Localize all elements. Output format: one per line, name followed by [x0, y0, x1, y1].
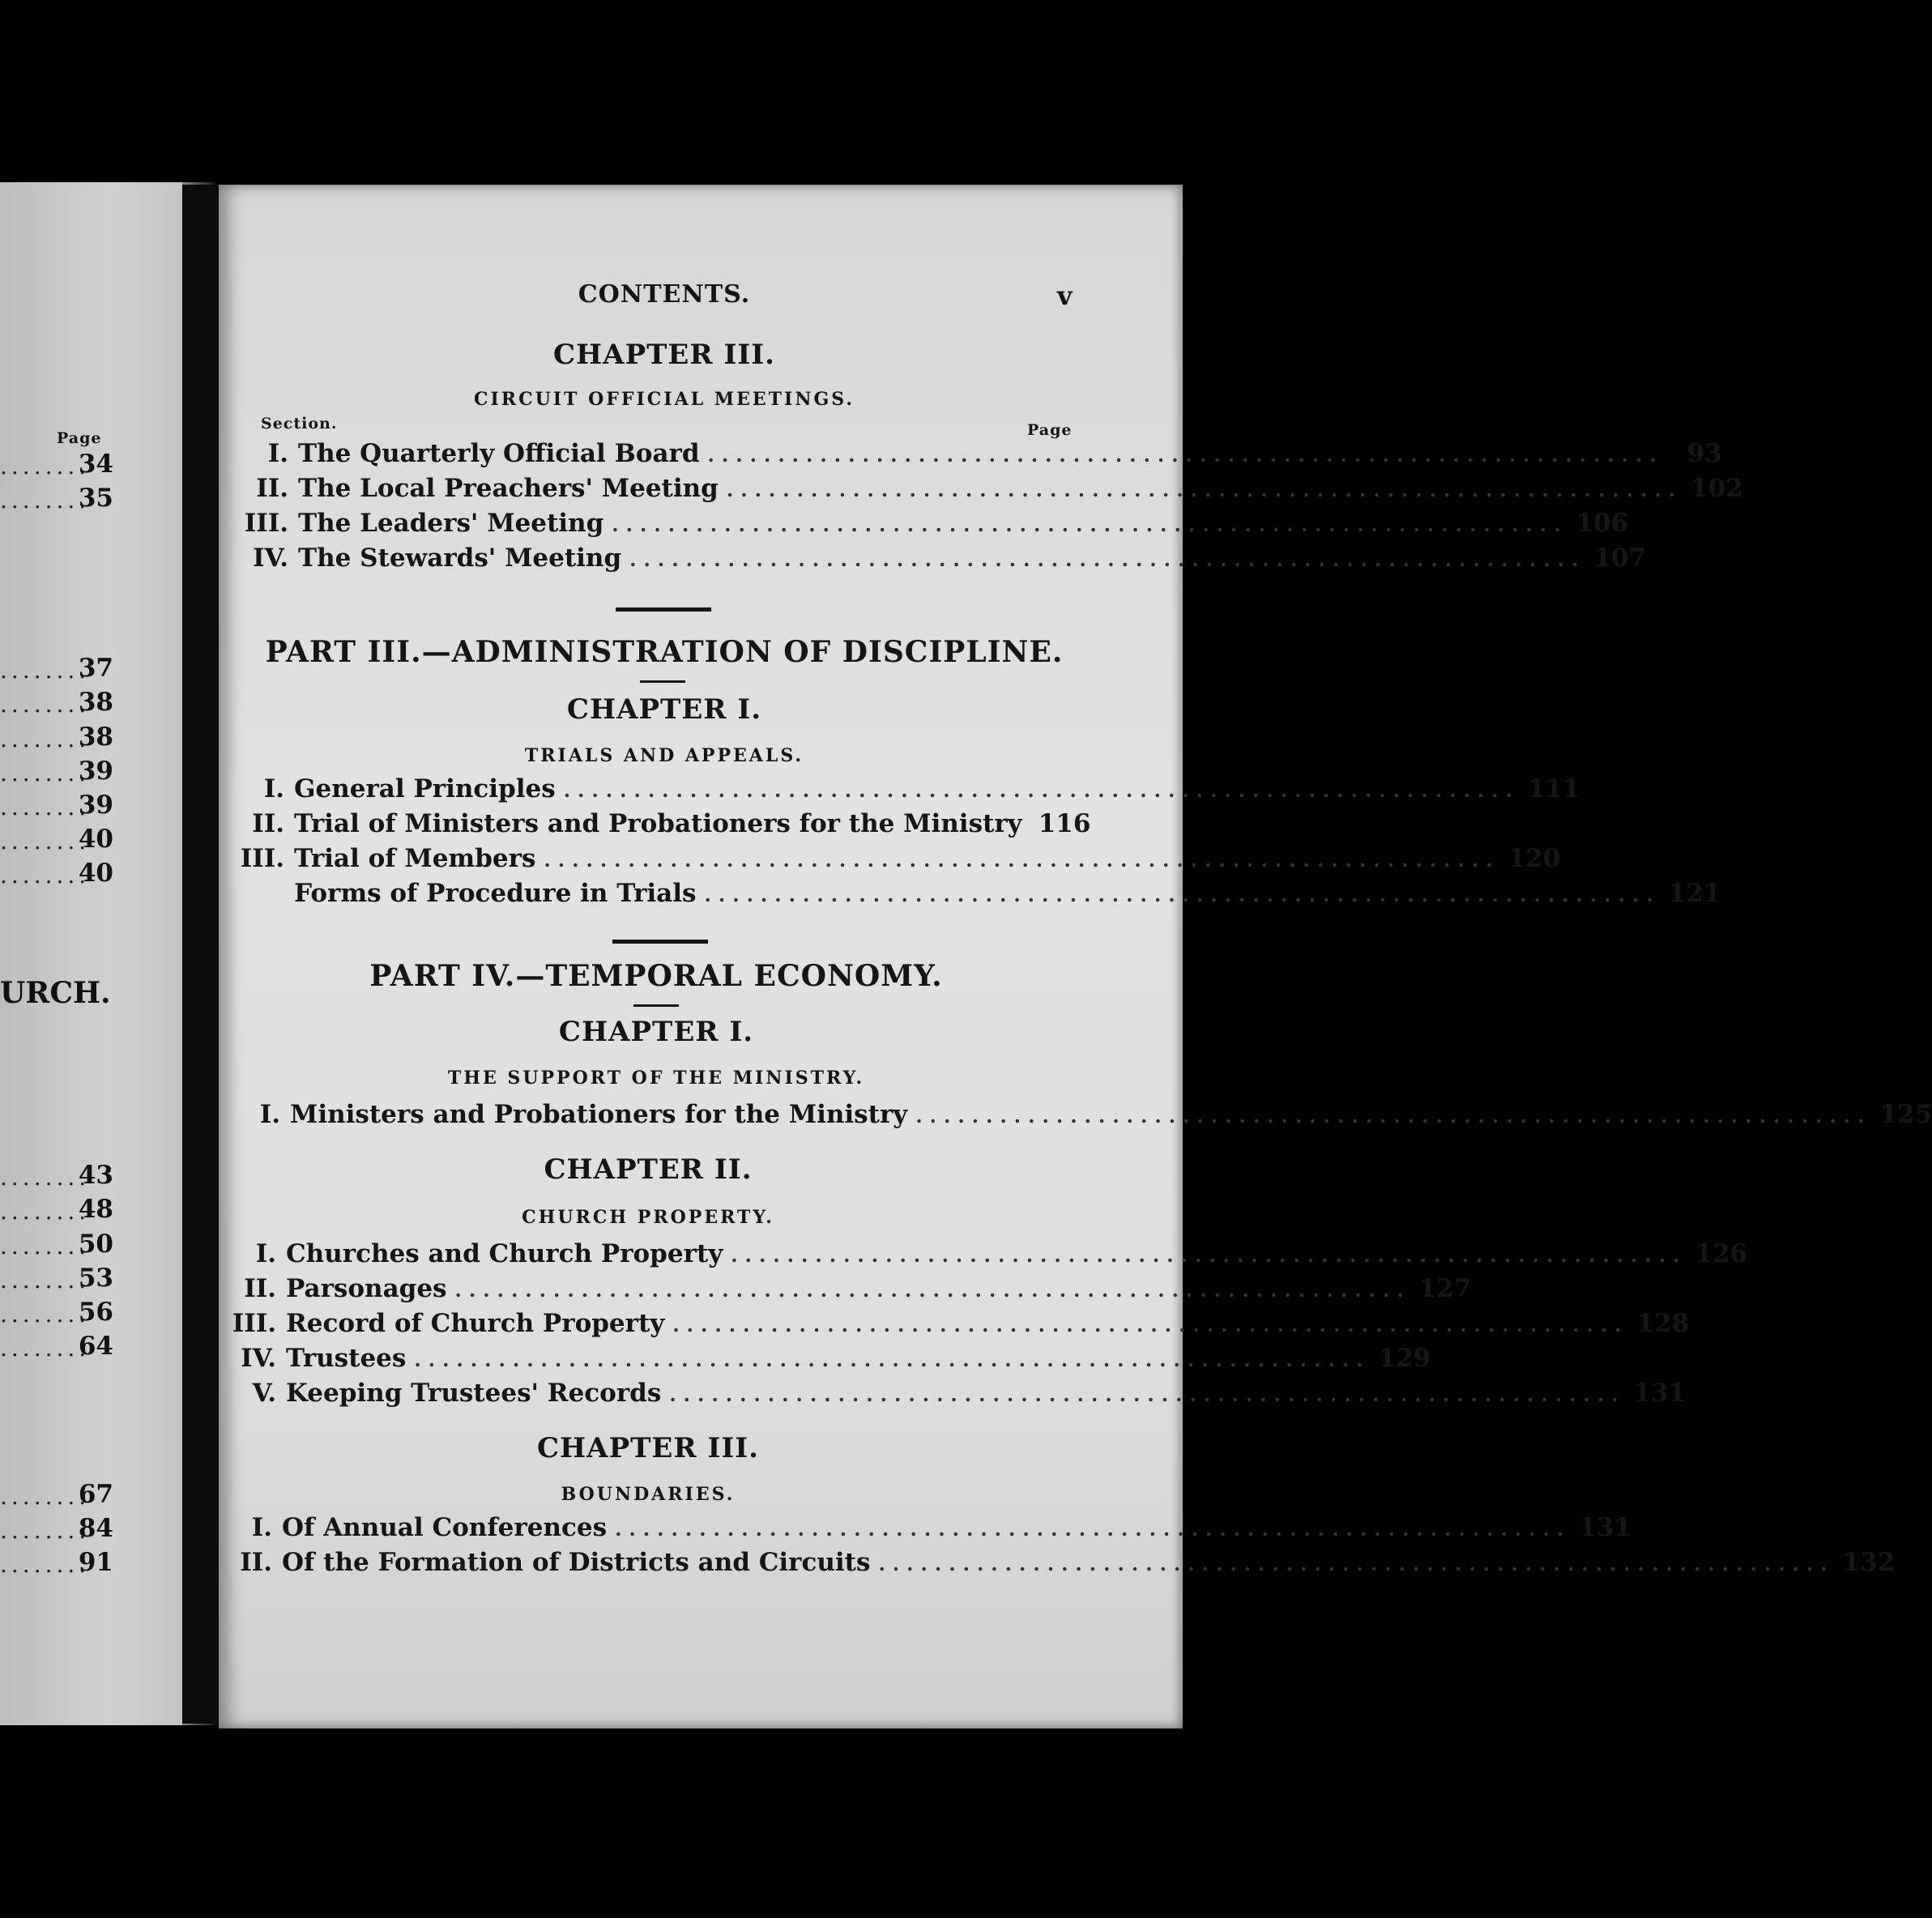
entry-title: Trial of Members [294, 844, 536, 873]
leader-dots: .................................................................... [731, 1243, 1687, 1267]
section-number: I. [259, 1100, 280, 1129]
left-page-number: 40 [78, 859, 113, 888]
entry-page: 127 [1418, 1274, 1472, 1303]
entry-title: Trustees [286, 1344, 407, 1373]
entry-title: Ministers and Probationers for the Ministry [290, 1100, 908, 1129]
left-page-number: 64 [78, 1332, 113, 1361]
left-page-number: 50 [78, 1230, 113, 1259]
entry-title: The Stewards' Meeting [298, 543, 622, 573]
section-number: III. [232, 1309, 276, 1338]
section-number: IV. [253, 543, 288, 573]
entry-title: Forms of Procedure in Trials [294, 879, 697, 908]
leader-dots: .................................................................... [629, 548, 1586, 571]
toc-entry[interactable] [235, 1100, 1932, 1132]
toc-entry[interactable] [227, 1548, 1896, 1580]
toc-entry[interactable] [231, 1239, 1748, 1272]
leader-dots: .................................................................... [454, 1278, 1411, 1302]
entry-page: 93 [1687, 439, 1722, 468]
section-number: II. [240, 1548, 272, 1577]
left-page-heading-fragment: URCH. [0, 976, 111, 1010]
part-heading: PART III.—ADMINISTRATION OF DISCIPLINE. [265, 635, 1064, 669]
chapter-heading: CHAPTER III. [537, 1432, 759, 1464]
left-page-number: 34 [78, 450, 113, 479]
entry-title: Of Annual Conferences [282, 1513, 608, 1542]
leader-dots: .................................................................... [704, 883, 1661, 906]
entry-page: 121 [1668, 879, 1721, 908]
toc-entry[interactable] [231, 1344, 1431, 1376]
toc-entry[interactable] [243, 439, 1722, 471]
left-page-label: Page [57, 429, 102, 447]
leader-dots: .................................................................... [669, 1383, 1626, 1406]
left-page-number: 43 [78, 1161, 113, 1190]
entry-title: Record of Church Property [286, 1309, 665, 1338]
leader-dots: .................................................................... [563, 778, 1520, 802]
running-head: CONTENTS. [578, 280, 751, 309]
chapter-subtitle: CIRCUIT OFFICIAL MEETINGS. [473, 389, 855, 410]
entry-title: Churches and Church Property [286, 1239, 723, 1268]
chapter-subtitle: TRIALS AND APPEALS. [524, 745, 804, 766]
section-number: IV. [241, 1344, 276, 1373]
page-column-label: Page [1027, 421, 1073, 439]
entry-page: 131 [1633, 1379, 1687, 1408]
section-column-label: Section. [261, 415, 338, 433]
toc-entry[interactable] [243, 474, 1743, 506]
entry-page: 102 [1691, 474, 1743, 503]
toc-entry[interactable] [231, 1274, 1472, 1306]
chapter-subtitle: CHURCH PROPERTY. [522, 1207, 774, 1228]
leader-dots: ........ [0, 453, 91, 480]
entry-page: 107 [1593, 543, 1647, 573]
left-page-number: 48 [78, 1195, 113, 1224]
entry-title: The Leaders' Meeting [298, 509, 604, 538]
leader-dots: .................................................................... [915, 1104, 1872, 1127]
left-page-number: 35 [78, 484, 113, 513]
toc-entry[interactable] [231, 1379, 1687, 1411]
left-page-number: 40 [78, 825, 113, 854]
section-number: II. [244, 1274, 276, 1303]
toc-entry[interactable] [239, 879, 1721, 911]
part-heading: PART IV.—TEMPORAL ECONOMY. [369, 959, 943, 993]
leader-dots: .................................................................... [544, 848, 1500, 872]
leader-dots: .................................................................... [615, 1517, 1572, 1541]
section-number: V. [252, 1379, 276, 1408]
section-rule [616, 607, 711, 612]
section-number: III. [240, 844, 284, 873]
left-page-number: 84 [78, 1514, 113, 1543]
entry-title: Keeping Trustees' Records [286, 1379, 662, 1408]
left-page-number: 39 [78, 757, 113, 786]
leader-dots: ........ [0, 487, 91, 514]
entry-title: Of the Formation of Districts and Circuits [282, 1548, 871, 1577]
leader-dots: .................................................................... [707, 443, 1664, 467]
short-rule [640, 680, 685, 683]
toc-entry[interactable] [243, 543, 1647, 576]
toc-entry[interactable] [239, 809, 1091, 842]
left-page-number: 53 [78, 1264, 113, 1293]
page-folio: v [1057, 280, 1073, 311]
toc-entry[interactable] [227, 1513, 1631, 1545]
section-number: I. [251, 1513, 272, 1542]
chapter-heading: CHAPTER III. [553, 339, 775, 371]
entry-page: 111 [1527, 774, 1580, 803]
section-number: II. [256, 474, 288, 503]
short-rule [633, 1004, 679, 1007]
left-page-number: 38 [78, 688, 113, 717]
entry-page: 106 [1576, 509, 1629, 538]
entry-title: Trial of Ministers and Probationers for the Ministry [294, 809, 1022, 838]
chapter-heading: CHAPTER II. [544, 1153, 753, 1186]
section-number: II. [252, 809, 284, 838]
entry-page: 120 [1508, 844, 1561, 873]
left-page-number: 56 [78, 1298, 113, 1327]
entry-title: Parsonages [286, 1274, 447, 1303]
section-number: I. [267, 439, 288, 468]
section-rule [612, 940, 708, 944]
section-number: I. [255, 1239, 276, 1268]
entry-page: 132 [1842, 1548, 1896, 1577]
leader-dots: .................................................................... [414, 1348, 1371, 1371]
toc-entry[interactable] [239, 774, 1580, 807]
entry-page: 131 [1579, 1513, 1631, 1542]
entry-page: 116 [1038, 809, 1091, 838]
left-page-number: 37 [78, 654, 113, 683]
entry-page: 125 [1879, 1100, 1932, 1129]
leader-dots: .................................................................... [612, 513, 1568, 536]
chapter-subtitle: BOUNDARIES. [561, 1484, 736, 1505]
left-page-number: 38 [78, 722, 113, 752]
section-number: III. [244, 509, 288, 538]
entry-title: The Quarterly Official Board [298, 439, 700, 468]
chapter-subtitle: THE SUPPORT OF THE MINISTRY. [447, 1068, 865, 1089]
section-number: I. [263, 774, 284, 803]
chapter-heading: CHAPTER I. [566, 693, 762, 726]
leader-dots: .................................................................... [672, 1313, 1629, 1336]
toc-entry[interactable] [231, 1309, 1690, 1341]
leader-dots: .................................................................... [726, 478, 1683, 501]
entry-title: General Principles [294, 774, 556, 803]
left-page-number: 91 [78, 1548, 113, 1577]
toc-entry[interactable] [243, 509, 1629, 541]
entry-page: 128 [1636, 1309, 1690, 1338]
leader-dots: .................................................................... [878, 1552, 1835, 1575]
left-page-number: 39 [78, 791, 113, 820]
chapter-heading: CHAPTER I. [558, 1016, 754, 1048]
left-page-number: 67 [78, 1480, 113, 1509]
entry-page: 126 [1695, 1239, 1748, 1268]
contents-page [219, 185, 1932, 1728]
entry-page: 129 [1378, 1344, 1431, 1373]
toc-entry[interactable] [239, 844, 1561, 876]
left-page-fragment: Page ........ 34 ........ 35 ........ 37 ........ 38 ........ 38 ........ 39 ........ 39 ........ 40 ........ 40 URCH. ........ 43 ........ 48 ........ 50 ........ 53 ........ 56 ........ 64 ........ 67 ........ 84 ........ 91 [0, 182, 182, 1725]
entry-title: The Local Preachers' Meeting [298, 474, 719, 503]
